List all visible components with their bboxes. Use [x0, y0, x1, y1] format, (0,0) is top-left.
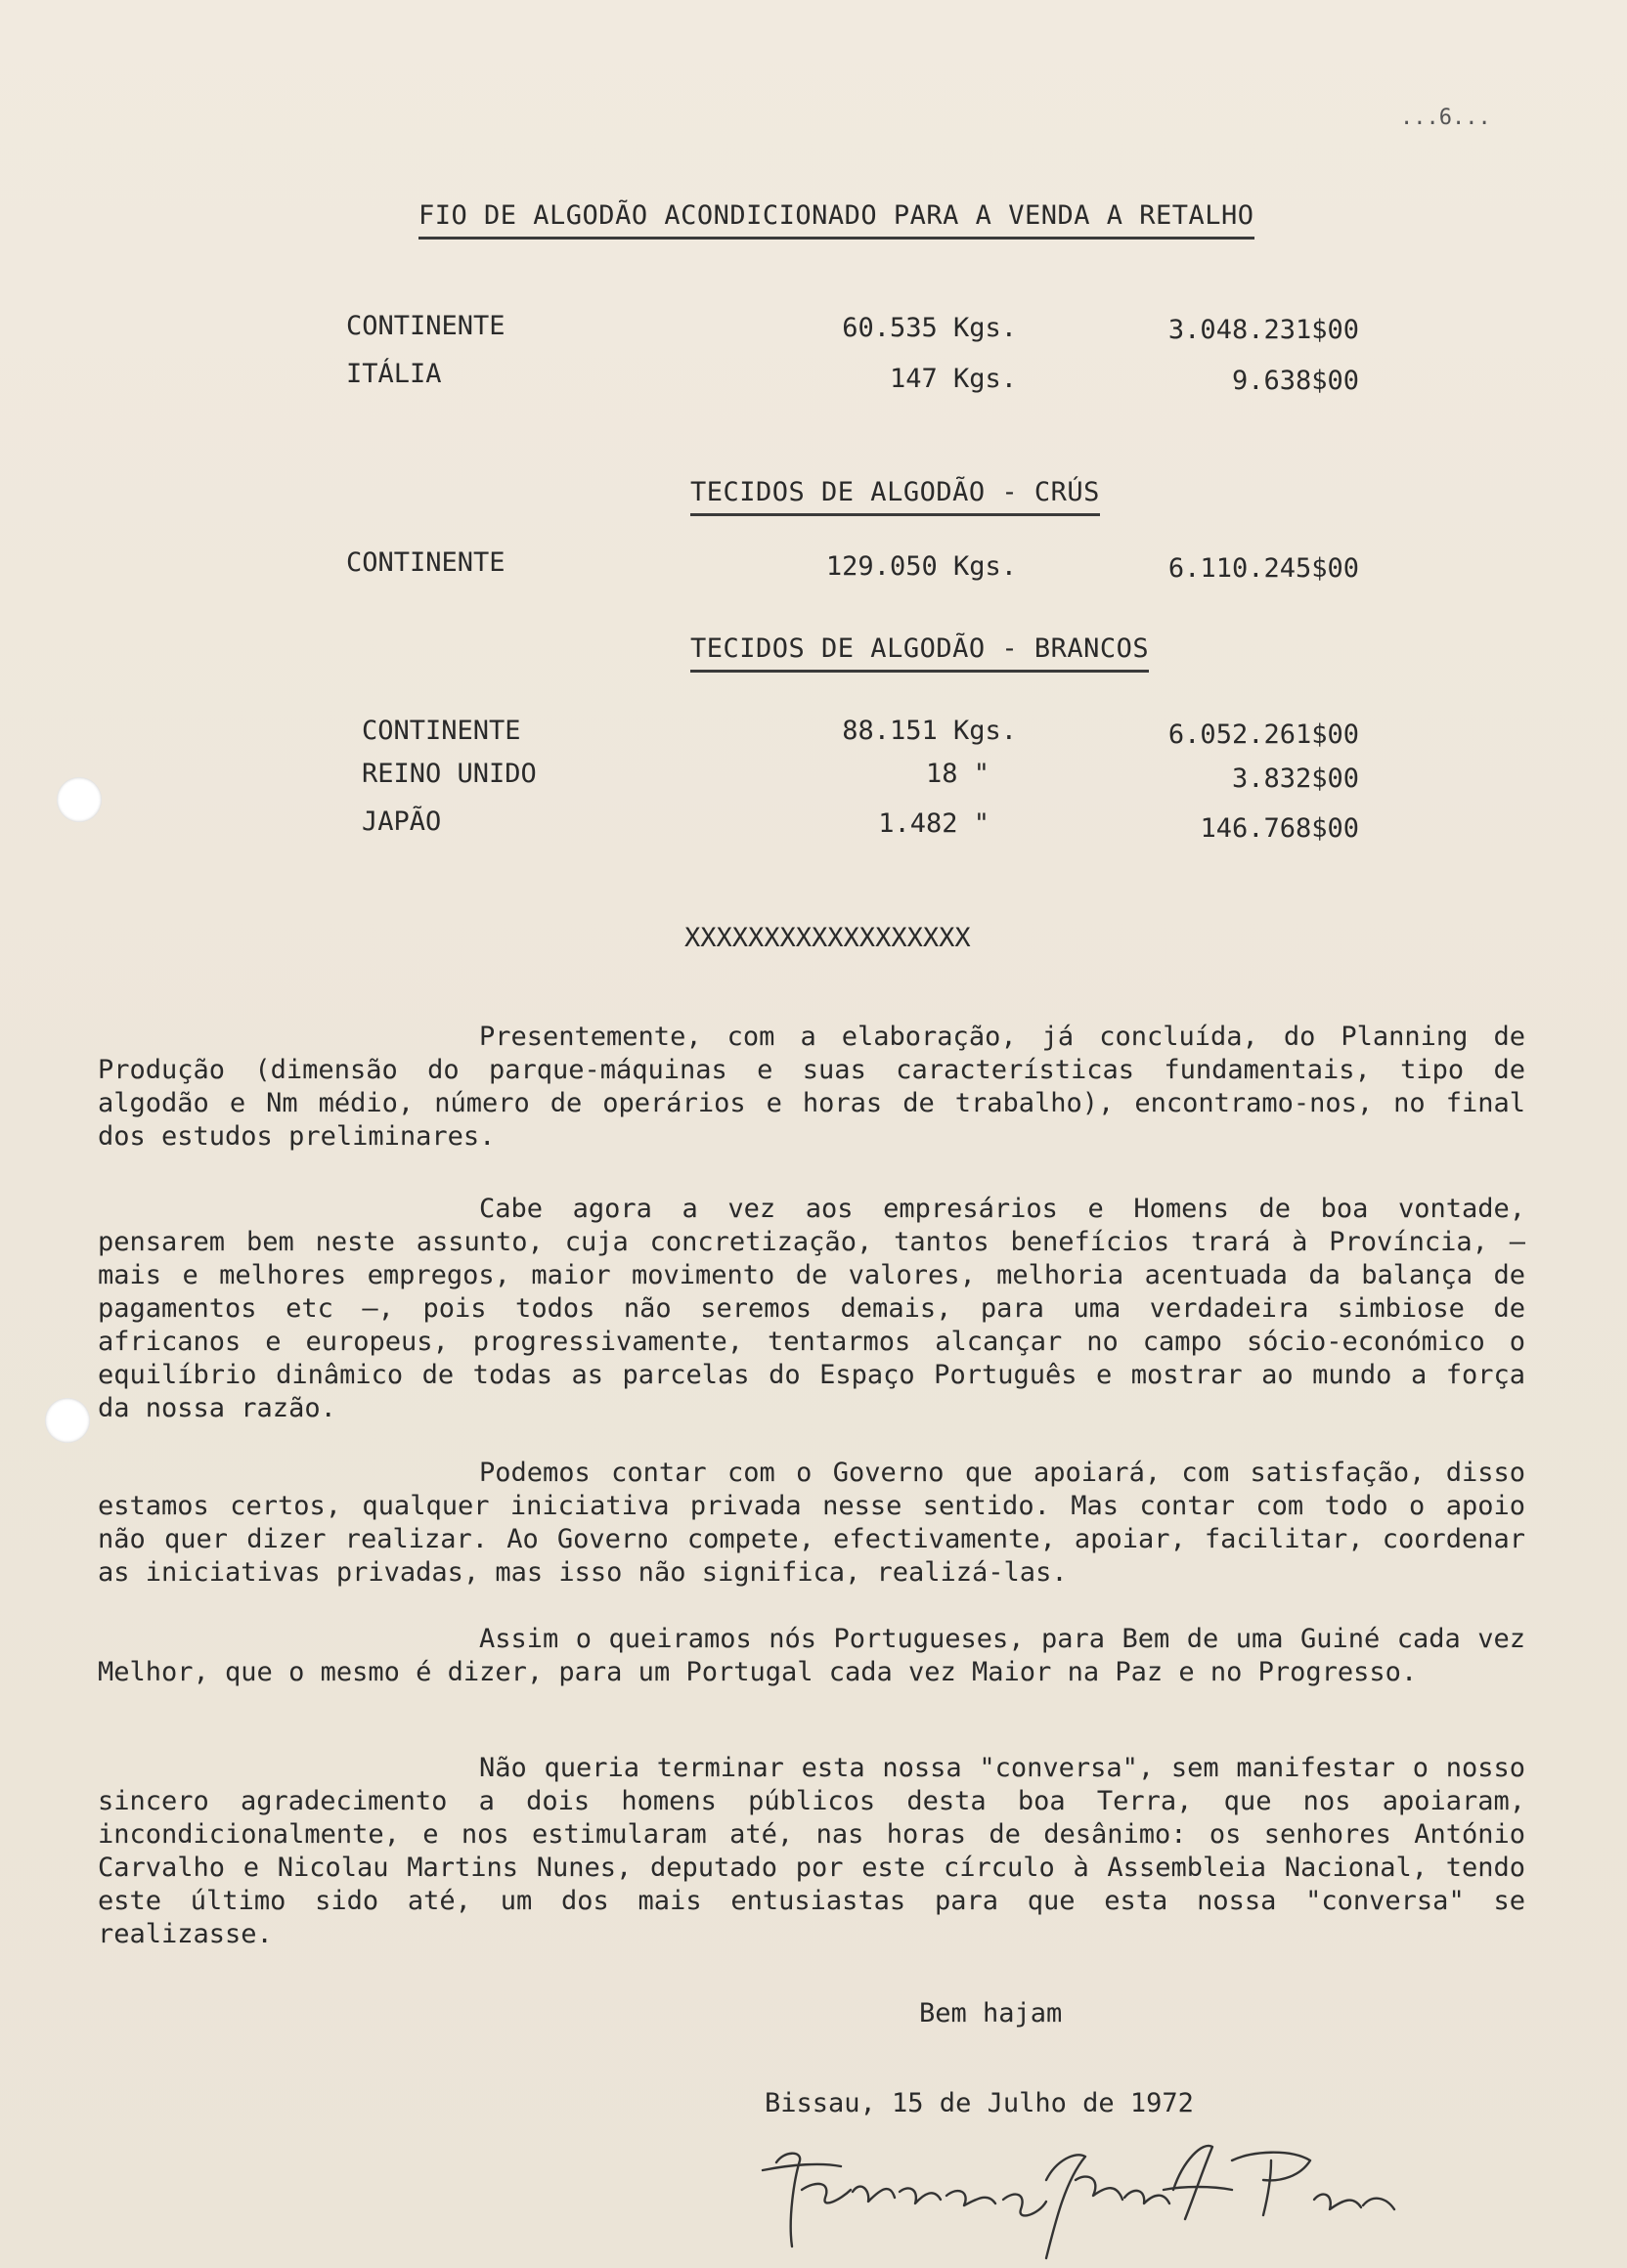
document-title: FIO DE ALGODÃO ACONDICIONADO PARA A VENDA A RETALHO	[418, 200, 1254, 240]
paragraph: Presentemente, com a elaboração, já concluída, do Planning de Produção (dimensão do parque-máquinas e suas características fundamentais, tipo de algodão e Nm médio, número de operários e horas de trabalho), encontramo-nos, no final dos estudos preliminares.	[98, 1022, 1525, 1152]
section-heading: TECIDOS DE ALGODÃO - CRÚS	[690, 477, 1100, 516]
table-row-value: 3.048.231$00	[1167, 315, 1359, 345]
table-row-value: 6.110.245$00	[1167, 553, 1359, 584]
table-row-country: CONTINENTE	[346, 311, 506, 341]
punch-hole-bottom	[45, 1398, 90, 1443]
paragraph: Assim o queiramos nós Portugueses, para Bem de uma Guiné cada vez Melhor, que o mesmo é dizer, para um Portugal cada vez Maior na Paz e no Progresso.	[98, 1624, 1525, 1687]
table-row-country: REINO UNIDO	[362, 759, 537, 789]
table-row-country: JAPÃO	[362, 807, 442, 837]
paragraph: Cabe agora a vez aos empresários e Homens de boa vontade, pensarem bem neste assunto, cuja concretização, tantos benefícios trará à Província, — mais e melhores empregos, maior movimento de valores, melhoria acentuada da balança de pagamentos etc —, pois todos não seremos demais, para uma verdadeira simbiose de africanos e europeus, progressivamente, tentarmos alcançar no campo sócio-económico o equilíbrio dinâmico de todas as parcelas do Espaço Português e mostrar ao mundo a força da nossa razão.	[98, 1194, 1525, 1423]
table-row-country: CONTINENTE	[346, 547, 506, 578]
paragraph: Podemos contar com o Governo que apoiará, com satisfação, disso estamos certos, qualquer iniciativa privada nesse sentido. Mas contar com todo o apoio não quer dizer realizar. Ao Governo compete, efectivamente, apoiar, facilitar, coordenar as iniciativas privadas, mas isso não significa, realizá-las.	[98, 1458, 1525, 1588]
table-row-weight: 18 "	[925, 759, 989, 789]
closing-text: Bem hajam	[919, 1998, 1063, 2028]
table-row-weight: 60.535 Kgs.	[842, 313, 1017, 343]
table-row-value: 9.638$00	[1231, 366, 1359, 396]
table-row-value: 6.052.261$00	[1167, 720, 1359, 750]
table-row-weight: 1.482 "	[878, 808, 989, 839]
table-row-value: 146.768$00	[1200, 813, 1359, 844]
table-row-country: CONTINENTE	[362, 716, 521, 746]
separator-line: XXXXXXXXXXXXXXXXXX	[684, 923, 971, 953]
section-heading: TECIDOS DE ALGODÃO - BRANCOS	[690, 633, 1149, 673]
table-row-weight: 129.050 Kgs.	[825, 551, 1017, 582]
table-row-value: 3.832$00	[1231, 763, 1359, 794]
table-row-weight: 88.151 Kgs.	[842, 716, 1017, 746]
table-row-weight: 147 Kgs.	[889, 364, 1017, 394]
place-date: Bissau, 15 de Julho de 1972	[765, 2088, 1194, 2118]
punch-hole-top	[57, 777, 102, 822]
table-row-country: ITÁLIA	[346, 359, 442, 389]
page-number-mark: ...6...	[1400, 106, 1491, 130]
handwritten-signature	[724, 2121, 1408, 2268]
paragraph: Não queria terminar esta nossa "conversa", sem manifestar o nosso sincero agradecimento a dois homens públicos desta boa Terra, que nos apoiaram, incondicionalmente, e nos estimularam até, nas horas de desânimo: os senhores António Carvalho e Nicolau Martins Nunes, deputado por este círculo à Assembleia Nacional, tendo este último sido até, um dos mais entusiastas para que esta nossa "conversa" se realizasse.	[98, 1753, 1525, 1949]
